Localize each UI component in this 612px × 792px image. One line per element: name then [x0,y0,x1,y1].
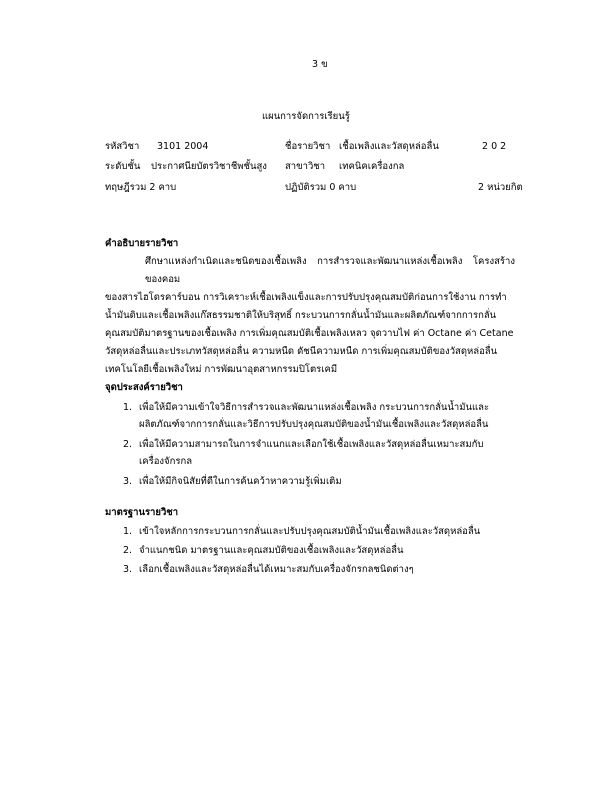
practice-hours: ปฏิบัติรวม 0 คาบ [285,182,357,193]
course-name-value: เชื้อเพลิงและวัสดุหล่อลื่น [339,141,439,152]
course-code-value: 3101 2004 [157,141,209,152]
field-label: สาขาวิชา [285,161,326,172]
list-item [105,436,525,470]
description-line: ศึกษาแหล่งกำเนิดและชนิดของเชื้อเพลิง การสำรวจและพัฒนาแหล่งเชื้อเพลิง โครงสร้างของคอม [145,256,515,285]
description-body [105,253,515,379]
page-title: แผนการจัดการเรียนรู้ [262,111,350,122]
theory-hours: ทฤษฎีรวม 2 คาบ [105,182,177,193]
objectives-heading: จุดประสงค์รายวิชา [105,382,183,393]
level-label: ระดับชั้น [105,161,141,172]
list-item [105,399,525,433]
list-item [105,561,525,578]
list-item-text: เพื่อให้มีความสามารถในการจำแนกและเลือกใช้เชื้อเพลิงและวัสดุหล่อลื่นเหมาะสมกับ [139,439,484,450]
list-item [105,473,525,490]
list-item-text: เลือกเชื้อเพลิงและวัสดุหล่อลื่นได้เหมาะสมกับเครื่องจักรกลชนิดต่างๆ [139,564,414,575]
list-number: 1. [123,526,133,537]
list-item-text: จำแนกชนิด มาตรฐานและคุณสมบัติของเชื้อเพลิงและวัสดุหล่อลื่น [139,545,404,556]
list-item-text: เข้าใจหลักการกระบวนการกลั่นและปรับปรุงคุณสมบัติน้ำมันเชื้อเพลิงและวัสดุหล่อลื่น [139,526,481,537]
list-item-text: เครื่องจักรกล [139,456,193,467]
field-value: เทคนิคเครื่องกล [339,161,405,172]
list-number: 2. [123,545,133,556]
objectives-list [105,399,525,490]
description-line: วัสดุหล่อลื่นและประเภทวัสดุหล่อลื่น ความหนืด ดัชนีความหนืด การเพิ่มคุณสมบัติของวัสดุหล่อลื่น [105,346,498,357]
page-number: 3 ข [312,59,328,70]
description-line: เทคโนโลยีเชื้อเพลิงใหม่ การพัฒนาอุตสาหกรรมปิโตรเคมี [105,364,338,375]
list-item-text: เพื่อให้มีความเข้าใจวิธีการสำรวจและพัฒนาแหล่งเชื้อเพลิง กระบวนการกลั่นน้ำมันและ [139,402,490,413]
list-number: 3. [123,564,133,575]
description-line: น้ำมันดิบและเชื้อเพลิงแก๊สธรรมชาติให้บริสุทธิ์ กระบวนการกลั่นน้ำมันและผลิตภัณฑ์จากการกลั่น [105,310,497,321]
list-number: 1. [123,402,133,413]
description-heading: คำอธิบายรายวิชา [105,238,179,249]
description-line: ของสารไฮโดรคาร์บอน การวิเคราะห์เชื้อเพลิงแข็งและการปรับปรุงคุณสมบัติก่อนการใช้งาน การทำ [105,292,507,303]
standards-list [105,523,525,578]
course-code-label: รหัสวิชา [105,141,140,152]
course-name-label: ชื่อรายวิชา [285,141,331,152]
course-credit: 2 0 2 [482,141,507,152]
list-item [105,542,525,559]
level-value: ประกาศนียบัตรวิชาชีพชั้นสูง [151,161,267,172]
description-line: คุณสมบัติมาตรฐานของเชื้อเพลิง การเพิ่มคุณสมบัติเชื้อเพลิงเหลว จุดวาบไฟ ค่า Octane ค่า Cetane [105,328,514,339]
credit-units: 2 หน่วยกิต [478,182,523,193]
list-number: 2. [123,439,133,450]
list-item-text: เพื่อให้มีกิจนิสัยที่ดีในการค้นคว้าหาความรู้เพิ่มเติม [139,476,342,487]
list-item-text: ผลิตภัณฑ์จากการกลั่นและวิธีการปรับปรุงคุณสมบัติของน้ำมันเชื้อเพลิงและวัสดุหล่อลื่น [139,419,489,430]
list-number: 3. [123,476,133,487]
standards-heading: มาตรฐานรายวิชา [105,507,179,518]
list-item [105,523,525,540]
